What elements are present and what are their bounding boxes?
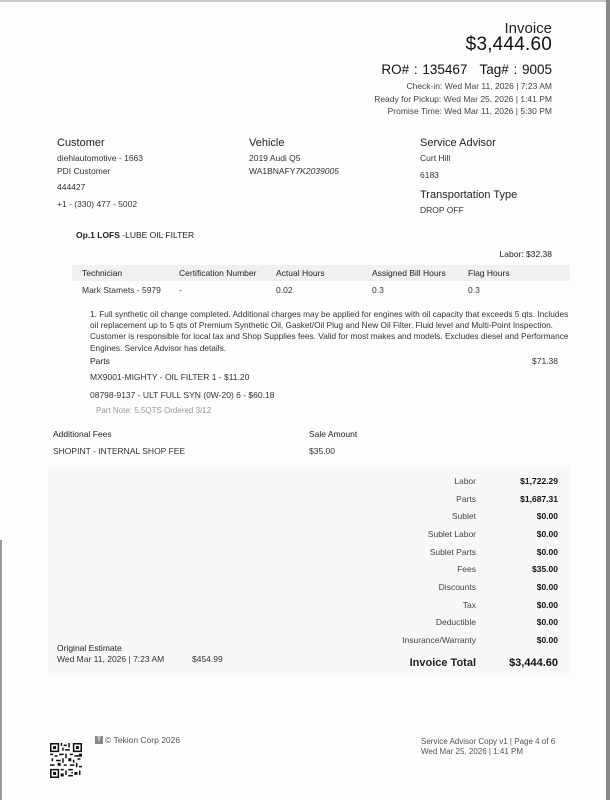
operation-labor: Labor: $32.38	[499, 249, 552, 259]
copy-page-info: Service Advisor Copy v1 | Page 4 of 6	[421, 737, 556, 746]
cell-assigned-bill-hours: 0.3	[372, 285, 384, 295]
qr-code-icon	[50, 743, 82, 778]
total-value: $35.00	[532, 564, 558, 575]
total-row-labor	[356, 472, 558, 490]
printed-date: Wed Mar 25, 2026 | 1:41 PM	[421, 747, 523, 756]
customer-name: diehlautomotive - 1663	[57, 153, 144, 163]
vehicle-section	[249, 137, 339, 177]
table-row	[72, 281, 570, 298]
operation-title	[76, 230, 194, 240]
total-row-sublet	[356, 507, 558, 525]
total-label: Sublet Labor	[427, 528, 476, 539]
total-row-deductible	[356, 614, 558, 632]
part-line: MX9001-MIGHTY - OIL FILTER 1 - $11.20	[90, 372, 250, 382]
advisor-id: 6183	[420, 169, 439, 180]
total-value: $0.00	[536, 528, 558, 539]
total-row-insurance-warranty	[356, 631, 558, 649]
technician-table-header	[72, 265, 570, 281]
page-edge-right	[606, 0, 610, 800]
total-row-parts	[356, 490, 558, 508]
fee-amount: $35.00	[309, 446, 335, 456]
total-value: $0.00	[536, 581, 558, 592]
total-label: Labor	[454, 475, 476, 486]
customer-number: 444427	[57, 182, 86, 192]
cell-actual-hours: 0.02	[276, 285, 293, 295]
operation-code: Op.1 LOFS	[76, 230, 120, 240]
check-in-date: Check-in: Wed Mar 11, 2026 | 7:23 AM	[406, 81, 552, 91]
technician-table	[72, 265, 570, 298]
vin-suffix: 7K2039005	[295, 165, 339, 176]
total-label: Tax	[462, 599, 476, 610]
sale-amount-heading: Sale Amount	[309, 429, 358, 439]
original-estimate-date: Wed Mar 11, 2026 | 7:23 AM	[57, 654, 165, 664]
customer-section	[57, 137, 143, 210]
part-note: Part Note: 5.5QTS Ordered 3/12	[96, 406, 212, 415]
fee-name: SHOPINT - INTERNAL SHOP FEE	[53, 446, 186, 456]
col-certification: Certification Number	[169, 265, 266, 281]
customer-phone: +1 - (330) 477 - 5002	[57, 198, 138, 209]
total-label: Deductible	[435, 617, 476, 628]
total-value: $0.00	[536, 511, 558, 522]
total-value: $0.00	[536, 617, 558, 628]
col-assigned-bill-hours: Assigned Bill Hours	[362, 265, 458, 281]
total-value: $0.00	[536, 546, 558, 557]
vehicle-model: 2019 Audi Q5	[249, 153, 301, 163]
total-value: $1,722.29	[520, 475, 558, 486]
page-edge-left	[0, 540, 2, 800]
invoice-total-row	[356, 653, 558, 673]
totals-list	[356, 472, 558, 673]
total-label: Discounts	[438, 581, 476, 592]
parts-total: $71.38	[532, 356, 558, 366]
page-edge-top	[0, 0, 610, 2]
promise-time: Promise Time: Wed Mar 11, 2026 | 5:30 PM	[387, 106, 552, 116]
vehicle-heading: Vehicle	[249, 137, 285, 149]
total-label: Sublet	[451, 511, 476, 522]
footer-info	[421, 737, 555, 757]
ro-number: RO# : 135467	[381, 62, 468, 77]
header-dates	[374, 80, 552, 118]
advisor-heading: Service Advisor	[420, 137, 496, 149]
total-row-sublet-labor	[356, 525, 558, 543]
parts-heading: Parts	[90, 356, 110, 366]
cell-technician: Mark Stamets - 5979	[82, 285, 161, 295]
total-value: $0.00	[536, 599, 558, 610]
col-actual-hours: Actual Hours	[266, 265, 362, 281]
invoice-title: Invoice	[504, 20, 552, 37]
total-label: Parts	[456, 493, 476, 504]
operation-name: -LUBE OIL FILTER	[119, 230, 195, 240]
tekion-logo-icon: T	[95, 736, 103, 744]
original-estimate-amount: $454.99	[192, 654, 223, 664]
invoice-total-value: $3,444.60	[509, 656, 558, 669]
total-row-discounts	[356, 578, 558, 596]
col-flag-hours: Flag Hours	[458, 265, 570, 281]
vehicle-vin	[249, 165, 339, 178]
advisor-section	[420, 137, 517, 217]
vin-prefix: WA1BNAFY	[249, 165, 296, 176]
transportation-heading: Transportation Type	[420, 189, 518, 201]
operation-description: 1. Full synthetic oil change completed. Additional charges may be applied for engines with oil capacity that exceeds 5 qts. Includes oil replacement up to 5 qts of Premium Synthetic Oil, Gasket/Oil Plug and New Oil Filter. Fluid level and Multi-Point Inspection. Customer is responsible for local tax and Shop Supplies fees. Valid for most makes and models. Excludes diesel and Performance Engines. Service Advisor has details.	[90, 309, 569, 353]
total-value: $0.00	[536, 635, 558, 646]
col-technician: Technician	[72, 265, 169, 281]
copyright: © Tekion Corp 2026	[105, 735, 181, 745]
original-estimate-heading: Original Estimate	[57, 643, 122, 653]
customer-heading: Customer	[57, 137, 105, 149]
total-label: Sublet Parts	[429, 546, 476, 557]
ready-for-pickup-date: Ready for Pickup: Wed Mar 25, 2026 | 1:41 PM	[374, 93, 552, 104]
part-line: 08798-9137 - ULT FULL SYN (0W-20) 6 - $60.18	[90, 390, 275, 400]
total-label: Insurance/Warranty	[402, 635, 476, 646]
advisor-name: Curt Hill	[420, 153, 451, 163]
total-value: $1,687.31	[520, 493, 558, 504]
invoice-total-label: Invoice Total	[409, 656, 476, 669]
cell-flag-hours: 0.3	[468, 285, 480, 295]
total-row-tax	[356, 596, 558, 614]
transportation-value: DROP OFF	[420, 205, 464, 215]
additional-fees-heading: Additional Fees	[53, 429, 112, 439]
cell-certification: -	[179, 285, 182, 295]
total-row-fees	[356, 560, 558, 578]
total-row-sublet-parts	[356, 543, 558, 561]
ro-tag-line	[369, 62, 552, 77]
tag-number: Tag# : 9005	[479, 62, 552, 77]
total-label: Fees	[457, 564, 476, 575]
invoice-amount: $3,444.60	[465, 34, 552, 55]
customer-type: PDI Customer	[57, 165, 111, 176]
